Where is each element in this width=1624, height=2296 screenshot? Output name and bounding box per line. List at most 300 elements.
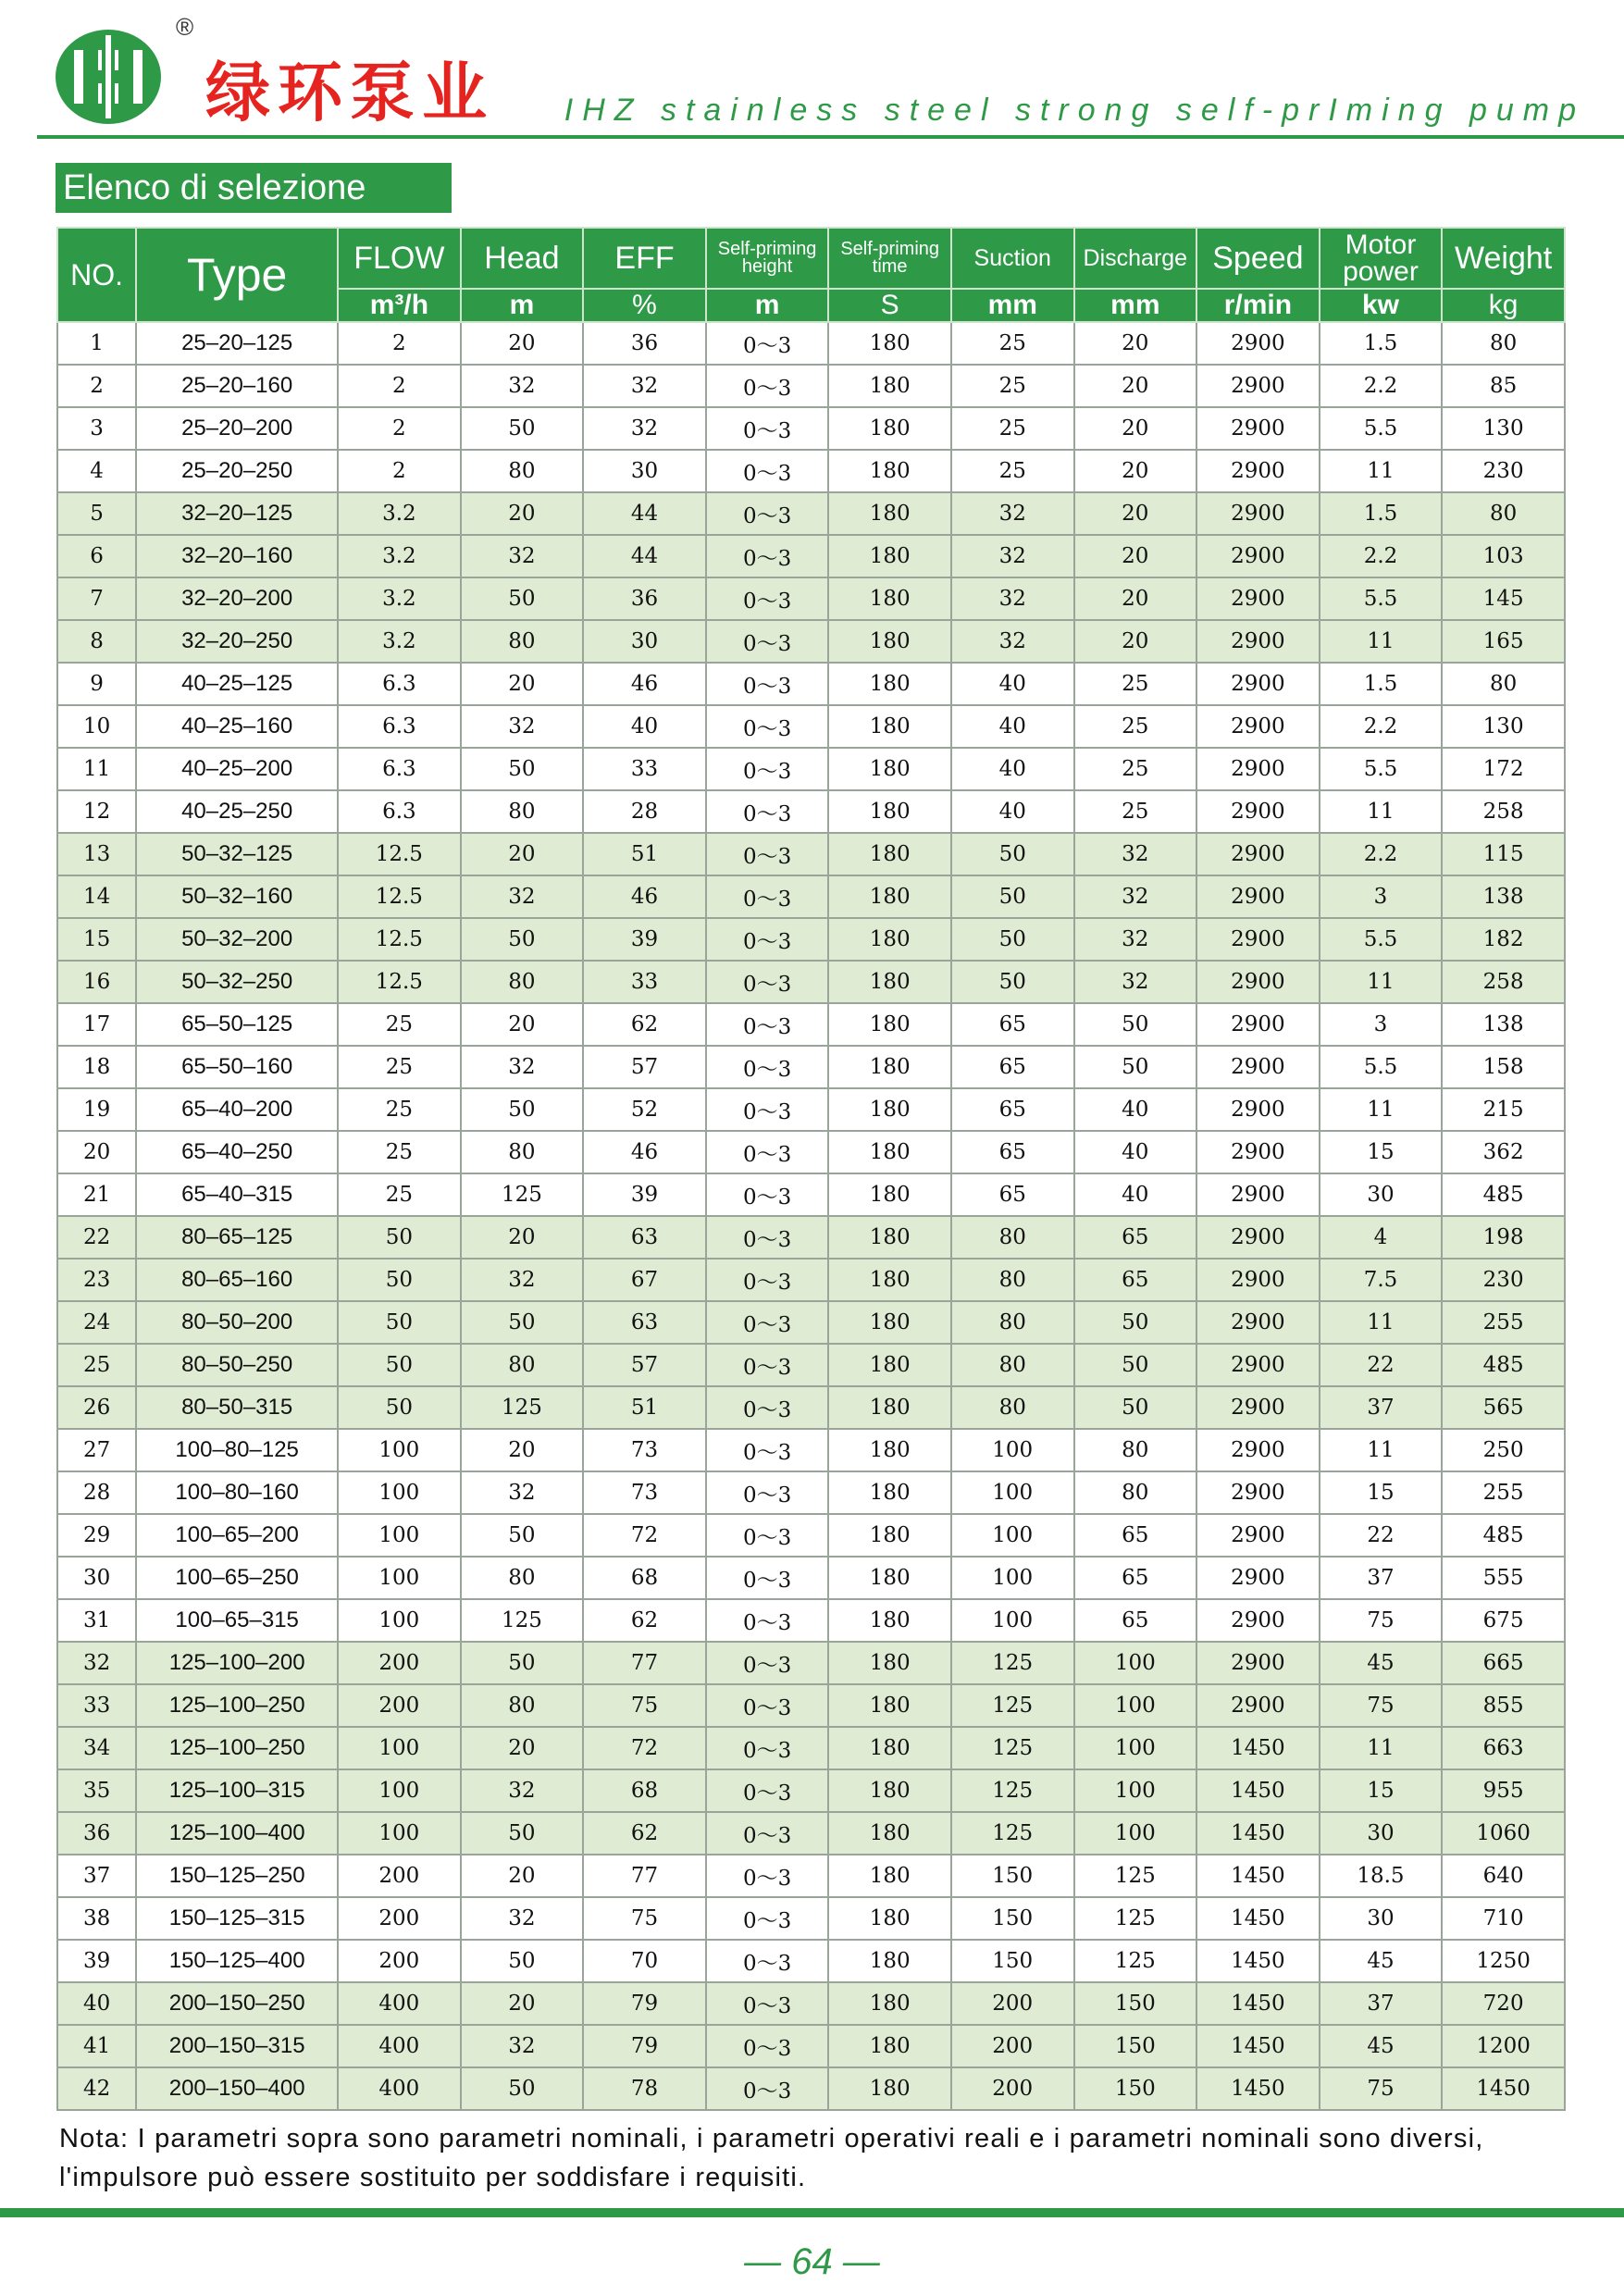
cell-self-priming-height: 0～3 bbox=[706, 1557, 829, 1599]
cell-suction: 100 bbox=[951, 1471, 1074, 1514]
cell-suction: 40 bbox=[951, 790, 1074, 833]
cell-motor-power: 11 bbox=[1320, 1429, 1443, 1471]
cell-self-priming-height: 0～3 bbox=[706, 705, 829, 748]
cell-suction: 100 bbox=[951, 1599, 1074, 1642]
cell-type: 25–20–250 bbox=[136, 450, 338, 492]
cell-no: 4 bbox=[57, 450, 136, 492]
table-row bbox=[57, 407, 1565, 450]
col-header-type: Type bbox=[136, 228, 338, 322]
table-row bbox=[57, 961, 1565, 1003]
cell-weight: 130 bbox=[1442, 705, 1565, 748]
cell-no: 25 bbox=[57, 1344, 136, 1386]
table-body bbox=[57, 322, 1565, 2110]
cell-flow: 400 bbox=[338, 1982, 461, 2025]
registered-mark: ® bbox=[176, 13, 194, 41]
cell-flow: 50 bbox=[338, 1216, 461, 1259]
cell-motor-power: 5.5 bbox=[1320, 577, 1443, 620]
table-row bbox=[57, 1982, 1565, 2025]
cell-eff: 79 bbox=[583, 2025, 706, 2067]
cell-suction: 150 bbox=[951, 1897, 1074, 1940]
cell-flow: 2 bbox=[338, 365, 461, 407]
cell-eff: 73 bbox=[583, 1471, 706, 1514]
cell-self-priming-time: 180 bbox=[828, 705, 951, 748]
cell-discharge: 50 bbox=[1074, 1046, 1197, 1088]
cell-flow: 400 bbox=[338, 2025, 461, 2067]
cell-type: 65–50–125 bbox=[136, 1003, 338, 1046]
cell-no: 32 bbox=[57, 1642, 136, 1684]
cell-no: 6 bbox=[57, 535, 136, 577]
cell-type: 65–40–200 bbox=[136, 1088, 338, 1131]
cell-weight: 565 bbox=[1442, 1386, 1565, 1429]
cell-speed: 2900 bbox=[1196, 1173, 1320, 1216]
cell-discharge: 32 bbox=[1074, 833, 1197, 875]
cell-head: 50 bbox=[461, 1088, 584, 1131]
cell-head: 32 bbox=[461, 1897, 584, 1940]
cell-self-priming-height: 0～3 bbox=[706, 492, 829, 535]
cell-eff: 51 bbox=[583, 833, 706, 875]
col-header-self-priming-time-label: Self-priming time bbox=[840, 239, 940, 277]
cell-self-priming-time: 180 bbox=[828, 1471, 951, 1514]
unit-weight: kg bbox=[1442, 289, 1565, 322]
cell-self-priming-time: 180 bbox=[828, 450, 951, 492]
cell-head: 20 bbox=[461, 1429, 584, 1471]
cell-head: 80 bbox=[461, 450, 584, 492]
cell-discharge: 20 bbox=[1074, 535, 1197, 577]
cell-eff: 44 bbox=[583, 535, 706, 577]
cell-motor-power: 37 bbox=[1320, 1982, 1443, 2025]
cell-flow: 50 bbox=[338, 1259, 461, 1301]
table-row bbox=[57, 1812, 1565, 1855]
cell-weight: 640 bbox=[1442, 1855, 1565, 1897]
cell-suction: 40 bbox=[951, 705, 1074, 748]
cell-no: 17 bbox=[57, 1003, 136, 1046]
cell-motor-power: 11 bbox=[1320, 961, 1443, 1003]
cell-self-priming-height: 0～3 bbox=[706, 1727, 829, 1769]
cell-motor-power: 1.5 bbox=[1320, 663, 1443, 705]
table-row bbox=[57, 1897, 1565, 1940]
cell-eff: 78 bbox=[583, 2067, 706, 2110]
cell-no: 10 bbox=[57, 705, 136, 748]
cell-motor-power: 11 bbox=[1320, 450, 1443, 492]
cell-self-priming-time: 180 bbox=[828, 748, 951, 790]
cell-self-priming-time: 180 bbox=[828, 1259, 951, 1301]
cell-flow: 6.3 bbox=[338, 663, 461, 705]
cell-self-priming-height: 0～3 bbox=[706, 1897, 829, 1940]
cell-no: 38 bbox=[57, 1897, 136, 1940]
cell-suction: 65 bbox=[951, 1173, 1074, 1216]
cell-eff: 77 bbox=[583, 1855, 706, 1897]
cell-discharge: 150 bbox=[1074, 2025, 1197, 2067]
cell-speed: 2900 bbox=[1196, 535, 1320, 577]
cell-type: 150–125–250 bbox=[136, 1855, 338, 1897]
cell-motor-power: 11 bbox=[1320, 620, 1443, 663]
col-header-self-priming-height bbox=[706, 228, 829, 289]
cell-self-priming-height: 0～3 bbox=[706, 1642, 829, 1684]
cell-flow: 25 bbox=[338, 1173, 461, 1216]
table-row bbox=[57, 875, 1565, 918]
cell-flow: 200 bbox=[338, 1642, 461, 1684]
cell-speed: 2900 bbox=[1196, 322, 1320, 365]
cell-speed: 2900 bbox=[1196, 1471, 1320, 1514]
cell-weight: 158 bbox=[1442, 1046, 1565, 1088]
cell-self-priming-height: 0～3 bbox=[706, 1599, 829, 1642]
cell-discharge: 40 bbox=[1074, 1173, 1197, 1216]
cell-speed: 2900 bbox=[1196, 833, 1320, 875]
cell-flow: 6.3 bbox=[338, 705, 461, 748]
cell-flow: 25 bbox=[338, 1003, 461, 1046]
cell-suction: 80 bbox=[951, 1216, 1074, 1259]
cell-flow: 50 bbox=[338, 1301, 461, 1344]
cell-weight: 258 bbox=[1442, 961, 1565, 1003]
cell-suction: 32 bbox=[951, 492, 1074, 535]
cell-no: 21 bbox=[57, 1173, 136, 1216]
cell-no: 9 bbox=[57, 663, 136, 705]
cell-speed: 2900 bbox=[1196, 365, 1320, 407]
cell-head: 32 bbox=[461, 875, 584, 918]
cell-discharge: 20 bbox=[1074, 492, 1197, 535]
cell-self-priming-height: 0～3 bbox=[706, 535, 829, 577]
cell-type: 32–20–125 bbox=[136, 492, 338, 535]
cell-eff: 57 bbox=[583, 1046, 706, 1088]
cell-head: 50 bbox=[461, 748, 584, 790]
cell-flow: 100 bbox=[338, 1812, 461, 1855]
cell-self-priming-height: 0～3 bbox=[706, 1812, 829, 1855]
table-row bbox=[57, 748, 1565, 790]
cell-flow: 100 bbox=[338, 1727, 461, 1769]
cell-speed: 2900 bbox=[1196, 620, 1320, 663]
cell-self-priming-height: 0～3 bbox=[706, 1429, 829, 1471]
cell-suction: 50 bbox=[951, 875, 1074, 918]
cell-self-priming-height: 0～3 bbox=[706, 2025, 829, 2067]
cell-suction: 150 bbox=[951, 1940, 1074, 1982]
cell-no: 18 bbox=[57, 1046, 136, 1088]
cell-speed: 1450 bbox=[1196, 1855, 1320, 1897]
cell-self-priming-time: 180 bbox=[828, 322, 951, 365]
cell-discharge: 50 bbox=[1074, 1003, 1197, 1046]
cell-suction: 65 bbox=[951, 1046, 1074, 1088]
cell-suction: 65 bbox=[951, 1003, 1074, 1046]
cell-discharge: 50 bbox=[1074, 1344, 1197, 1386]
cell-flow: 200 bbox=[338, 1940, 461, 1982]
cell-self-priming-height: 0～3 bbox=[706, 450, 829, 492]
cell-weight: 85 bbox=[1442, 365, 1565, 407]
cell-no: 3 bbox=[57, 407, 136, 450]
cell-weight: 663 bbox=[1442, 1727, 1565, 1769]
cell-no: 39 bbox=[57, 1940, 136, 1982]
col-header-no: NO. bbox=[57, 228, 136, 322]
cell-type: 32–20–160 bbox=[136, 535, 338, 577]
cell-flow: 400 bbox=[338, 2067, 461, 2110]
cell-eff: 33 bbox=[583, 961, 706, 1003]
cell-speed: 1450 bbox=[1196, 1727, 1320, 1769]
cell-self-priming-time: 180 bbox=[828, 1897, 951, 1940]
cell-suction: 200 bbox=[951, 2067, 1074, 2110]
cell-speed: 2900 bbox=[1196, 1046, 1320, 1088]
cell-discharge: 125 bbox=[1074, 1855, 1197, 1897]
cell-self-priming-height: 0～3 bbox=[706, 875, 829, 918]
cell-eff: 70 bbox=[583, 1940, 706, 1982]
cell-motor-power: 75 bbox=[1320, 1684, 1443, 1727]
cell-eff: 68 bbox=[583, 1769, 706, 1812]
cell-discharge: 100 bbox=[1074, 1684, 1197, 1727]
cell-self-priming-height: 0～3 bbox=[706, 577, 829, 620]
table-row bbox=[57, 790, 1565, 833]
cell-speed: 2900 bbox=[1196, 1301, 1320, 1344]
col-header-speed: Speed bbox=[1196, 228, 1320, 289]
cell-self-priming-time: 180 bbox=[828, 1301, 951, 1344]
cell-head: 50 bbox=[461, 1940, 584, 1982]
cell-weight: 145 bbox=[1442, 577, 1565, 620]
cell-no: 36 bbox=[57, 1812, 136, 1855]
cell-type: 200–150–315 bbox=[136, 2025, 338, 2067]
col-header-eff: EFF bbox=[583, 228, 706, 289]
cell-eff: 67 bbox=[583, 1259, 706, 1301]
cell-head: 20 bbox=[461, 1855, 584, 1897]
cell-self-priming-time: 180 bbox=[828, 1386, 951, 1429]
cell-weight: 720 bbox=[1442, 1982, 1565, 2025]
col-header-self-priming-height-label: Self-priming height bbox=[717, 239, 817, 277]
cell-head: 32 bbox=[461, 705, 584, 748]
cell-self-priming-height: 0～3 bbox=[706, 748, 829, 790]
cell-motor-power: 2.2 bbox=[1320, 365, 1443, 407]
cell-no: 8 bbox=[57, 620, 136, 663]
table-row bbox=[57, 1855, 1565, 1897]
cell-discharge: 20 bbox=[1074, 450, 1197, 492]
cell-motor-power: 15 bbox=[1320, 1471, 1443, 1514]
cell-discharge: 100 bbox=[1074, 1769, 1197, 1812]
cell-no: 37 bbox=[57, 1855, 136, 1897]
cell-self-priming-time: 180 bbox=[828, 2025, 951, 2067]
cell-head: 125 bbox=[461, 1386, 584, 1429]
cell-eff: 75 bbox=[583, 1897, 706, 1940]
cell-no: 35 bbox=[57, 1769, 136, 1812]
cell-type: 150–125–400 bbox=[136, 1940, 338, 1982]
cell-weight: 255 bbox=[1442, 1301, 1565, 1344]
cell-self-priming-time: 180 bbox=[828, 2067, 951, 2110]
cell-type: 40–25–125 bbox=[136, 663, 338, 705]
cell-suction: 125 bbox=[951, 1727, 1074, 1769]
cell-discharge: 125 bbox=[1074, 1897, 1197, 1940]
page-header bbox=[0, 0, 1624, 148]
cell-self-priming-time: 180 bbox=[828, 1812, 951, 1855]
cell-no: 23 bbox=[57, 1259, 136, 1301]
cell-head: 32 bbox=[461, 535, 584, 577]
cell-suction: 125 bbox=[951, 1812, 1074, 1855]
cell-weight: 130 bbox=[1442, 407, 1565, 450]
cell-type: 125–100–400 bbox=[136, 1812, 338, 1855]
cell-motor-power: 5.5 bbox=[1320, 1046, 1443, 1088]
cell-weight: 855 bbox=[1442, 1684, 1565, 1727]
cell-suction: 25 bbox=[951, 365, 1074, 407]
cell-self-priming-height: 0～3 bbox=[706, 1344, 829, 1386]
cell-speed: 2900 bbox=[1196, 1599, 1320, 1642]
unit-head: m bbox=[461, 289, 584, 322]
table-row bbox=[57, 1046, 1565, 1088]
cell-flow: 3.2 bbox=[338, 577, 461, 620]
cell-discharge: 32 bbox=[1074, 875, 1197, 918]
cell-discharge: 25 bbox=[1074, 790, 1197, 833]
cell-head: 20 bbox=[461, 663, 584, 705]
cell-motor-power: 11 bbox=[1320, 1088, 1443, 1131]
cell-speed: 2900 bbox=[1196, 450, 1320, 492]
cell-motor-power: 3 bbox=[1320, 875, 1443, 918]
cell-self-priming-height: 0～3 bbox=[706, 620, 829, 663]
cell-speed: 2900 bbox=[1196, 577, 1320, 620]
cell-no: 20 bbox=[57, 1131, 136, 1173]
selection-table-container bbox=[56, 227, 1566, 2111]
cell-self-priming-height: 0～3 bbox=[706, 1088, 829, 1131]
footnote-line-2: l'impulsore può essere sostituito per soddisfare i requisiti. bbox=[59, 2163, 807, 2192]
cell-type: 200–150–400 bbox=[136, 2067, 338, 2110]
cell-eff: 30 bbox=[583, 450, 706, 492]
cell-head: 32 bbox=[461, 2025, 584, 2067]
cell-suction: 150 bbox=[951, 1855, 1074, 1897]
cell-discharge: 150 bbox=[1074, 1982, 1197, 2025]
cell-head: 80 bbox=[461, 620, 584, 663]
cell-speed: 2900 bbox=[1196, 1557, 1320, 1599]
cell-type: 65–40–315 bbox=[136, 1173, 338, 1216]
cell-motor-power: 11 bbox=[1320, 790, 1443, 833]
company-name: 绿环泵业 bbox=[205, 54, 494, 130]
cell-weight: 172 bbox=[1442, 748, 1565, 790]
cell-self-priming-height: 0～3 bbox=[706, 322, 829, 365]
cell-flow: 100 bbox=[338, 1471, 461, 1514]
cell-motor-power: 2.2 bbox=[1320, 535, 1443, 577]
cell-weight: 485 bbox=[1442, 1173, 1565, 1216]
cell-self-priming-time: 180 bbox=[828, 790, 951, 833]
cell-no: 33 bbox=[57, 1684, 136, 1727]
cell-no: 29 bbox=[57, 1514, 136, 1557]
cell-eff: 36 bbox=[583, 577, 706, 620]
cell-weight: 258 bbox=[1442, 790, 1565, 833]
footer-divider bbox=[0, 2208, 1624, 2217]
cell-speed: 1450 bbox=[1196, 1940, 1320, 1982]
cell-no: 2 bbox=[57, 365, 136, 407]
cell-discharge: 20 bbox=[1074, 620, 1197, 663]
table-row bbox=[57, 1088, 1565, 1131]
cell-eff: 73 bbox=[583, 1429, 706, 1471]
cell-suction: 125 bbox=[951, 1642, 1074, 1684]
cell-flow: 2 bbox=[338, 450, 461, 492]
cell-self-priming-time: 180 bbox=[828, 1599, 951, 1642]
table-row bbox=[57, 577, 1565, 620]
cell-weight: 80 bbox=[1442, 492, 1565, 535]
cell-discharge: 100 bbox=[1074, 1642, 1197, 1684]
cell-discharge: 65 bbox=[1074, 1599, 1197, 1642]
table-row bbox=[57, 620, 1565, 663]
table-row bbox=[57, 450, 1565, 492]
cell-speed: 2900 bbox=[1196, 918, 1320, 961]
cell-flow: 100 bbox=[338, 1557, 461, 1599]
cell-self-priming-height: 0～3 bbox=[706, 1855, 829, 1897]
cell-speed: 2900 bbox=[1196, 1088, 1320, 1131]
col-header-flow: FLOW bbox=[338, 228, 461, 289]
cell-self-priming-time: 180 bbox=[828, 1088, 951, 1131]
cell-discharge: 50 bbox=[1074, 1301, 1197, 1344]
col-header-motor-power-label: Motor power bbox=[1343, 230, 1419, 287]
table-row bbox=[57, 1003, 1565, 1046]
table-row bbox=[57, 663, 1565, 705]
product-subtitle: IHZ stainless steel strong self-prIming pump bbox=[564, 93, 1585, 128]
cell-head: 80 bbox=[461, 790, 584, 833]
cell-self-priming-height: 0～3 bbox=[706, 2067, 829, 2110]
cell-self-priming-height: 0～3 bbox=[706, 961, 829, 1003]
cell-eff: 33 bbox=[583, 748, 706, 790]
section-title: Elenco di selezione bbox=[56, 163, 452, 213]
cell-motor-power: 45 bbox=[1320, 1642, 1443, 1684]
cell-motor-power: 1.5 bbox=[1320, 322, 1443, 365]
cell-flow: 6.3 bbox=[338, 790, 461, 833]
cell-head: 50 bbox=[461, 577, 584, 620]
cell-head: 50 bbox=[461, 918, 584, 961]
cell-motor-power: 30 bbox=[1320, 1173, 1443, 1216]
cell-speed: 1450 bbox=[1196, 1812, 1320, 1855]
company-logo-icon bbox=[54, 28, 163, 126]
cell-head: 50 bbox=[461, 2067, 584, 2110]
cell-speed: 2900 bbox=[1196, 1684, 1320, 1727]
cell-eff: 72 bbox=[583, 1514, 706, 1557]
table-row bbox=[57, 535, 1565, 577]
cell-type: 40–25–200 bbox=[136, 748, 338, 790]
cell-motor-power: 30 bbox=[1320, 1897, 1443, 1940]
cell-type: 80–50–315 bbox=[136, 1386, 338, 1429]
cell-type: 100–65–315 bbox=[136, 1599, 338, 1642]
cell-speed: 2900 bbox=[1196, 1259, 1320, 1301]
cell-eff: 46 bbox=[583, 1131, 706, 1173]
cell-weight: 103 bbox=[1442, 535, 1565, 577]
cell-head: 20 bbox=[461, 1216, 584, 1259]
unit-self-priming-height: m bbox=[706, 289, 829, 322]
cell-flow: 25 bbox=[338, 1131, 461, 1173]
cell-flow: 3.2 bbox=[338, 535, 461, 577]
cell-eff: 62 bbox=[583, 1003, 706, 1046]
cell-flow: 200 bbox=[338, 1855, 461, 1897]
cell-type: 80–50–250 bbox=[136, 1344, 338, 1386]
cell-head: 50 bbox=[461, 407, 584, 450]
cell-no: 15 bbox=[57, 918, 136, 961]
cell-speed: 2900 bbox=[1196, 407, 1320, 450]
cell-discharge: 65 bbox=[1074, 1557, 1197, 1599]
cell-weight: 80 bbox=[1442, 322, 1565, 365]
cell-type: 125–100–200 bbox=[136, 1642, 338, 1684]
cell-no: 28 bbox=[57, 1471, 136, 1514]
cell-speed: 1450 bbox=[1196, 1897, 1320, 1940]
cell-motor-power: 30 bbox=[1320, 1812, 1443, 1855]
cell-suction: 65 bbox=[951, 1088, 1074, 1131]
cell-weight: 955 bbox=[1442, 1769, 1565, 1812]
cell-flow: 12.5 bbox=[338, 961, 461, 1003]
cell-weight: 138 bbox=[1442, 875, 1565, 918]
cell-weight: 198 bbox=[1442, 1216, 1565, 1259]
table-row bbox=[57, 322, 1565, 365]
cell-flow: 12.5 bbox=[338, 875, 461, 918]
col-header-head: Head bbox=[461, 228, 584, 289]
cell-weight: 215 bbox=[1442, 1088, 1565, 1131]
cell-suction: 65 bbox=[951, 1131, 1074, 1173]
cell-discharge: 20 bbox=[1074, 577, 1197, 620]
cell-self-priming-height: 0～3 bbox=[706, 1769, 829, 1812]
footnote bbox=[59, 2119, 1586, 2197]
cell-suction: 25 bbox=[951, 450, 1074, 492]
cell-discharge: 80 bbox=[1074, 1471, 1197, 1514]
cell-suction: 32 bbox=[951, 620, 1074, 663]
cell-head: 80 bbox=[461, 1344, 584, 1386]
table-row bbox=[57, 1259, 1565, 1301]
cell-motor-power: 22 bbox=[1320, 1514, 1443, 1557]
cell-motor-power: 75 bbox=[1320, 1599, 1443, 1642]
cell-flow: 200 bbox=[338, 1897, 461, 1940]
cell-no: 13 bbox=[57, 833, 136, 875]
